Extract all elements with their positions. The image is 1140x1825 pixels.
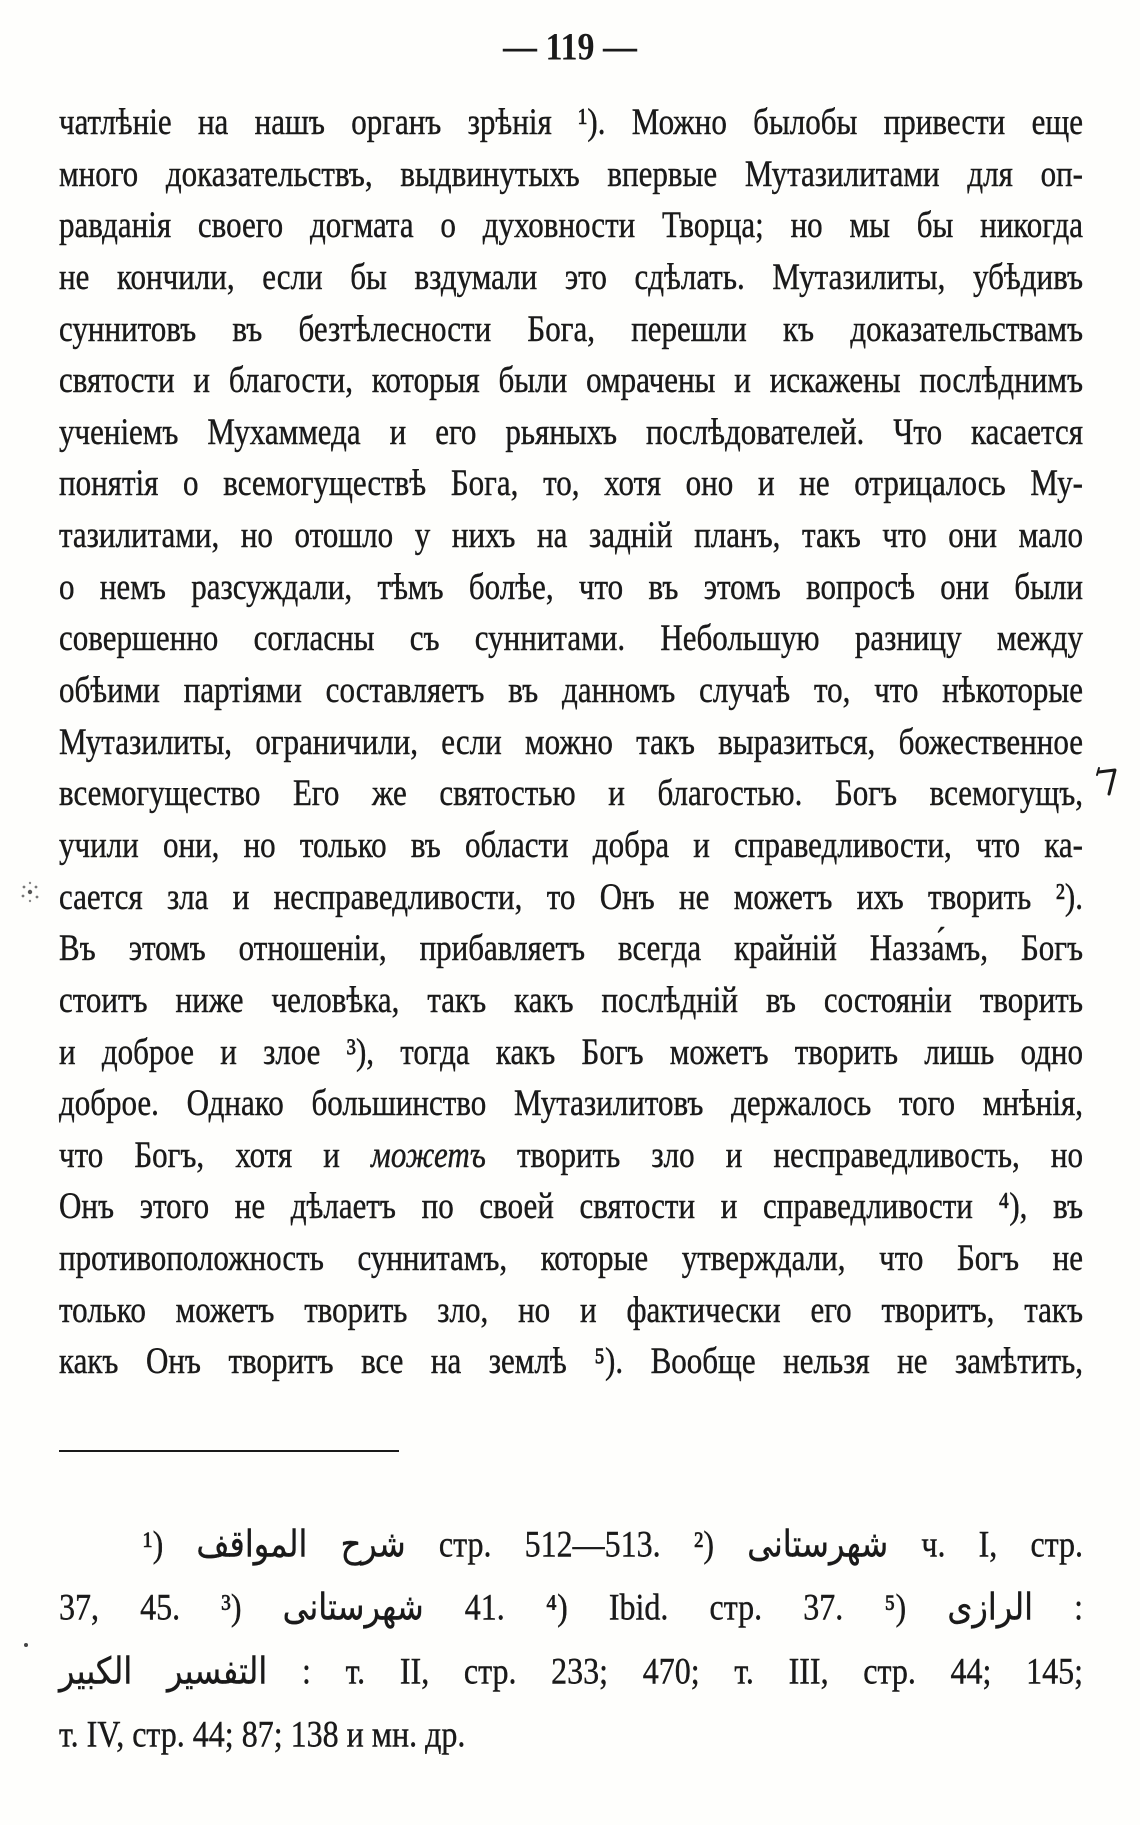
footnotes (59, 1513, 1083, 1766)
footnote-line: ¹) شرح المواقف‎ стр. 512—513. ²) شهرستانى‎ ч. I, стр. (143, 1523, 1084, 1565)
text-line: суннитовъ въ безтѣлесности Бога, перешли къ доказательствамъ (59, 306, 1083, 349)
margin-smudge-mark (14, 876, 46, 908)
footnote-line: т. IV, стр. 44; 87; 138 и мн. др. (59, 1713, 466, 1755)
text-run: творить зло и несправедливость, но (485, 1133, 1083, 1176)
text-line: святости и благости, которыя были омрачены и искажены послѣднимъ (59, 358, 1083, 401)
footnote-rule (59, 1450, 399, 1452)
text-line: Въ этомъ отношеніи, прибавляетъ всегда крайній Назза́мъ, Богъ (59, 926, 1083, 969)
text-line: понятія о всемогуществѣ Бога, то, хотя оно и не отрицалось Му- (59, 461, 1083, 504)
text-line: и доброе и злое ³), тогда какъ Богъ можетъ творить лишь одно (59, 1029, 1083, 1072)
text-line: обѣими партіями составляетъ въ данномъ случаѣ то, что нѣкоторые (59, 668, 1083, 711)
text-line: чатлѣніе на нашъ органъ зрѣнія ¹). Можно былобы привести еще (59, 100, 1083, 143)
page-number: — 119 — (502, 26, 638, 69)
main-text (59, 96, 1083, 1387)
emphasized-word: можетъ (371, 1133, 486, 1176)
footnote-line: 37, 45. ³) شهرستانى‎ 41. ⁴) Ibid. стр. 37. ⁵) الرازى‎ : (59, 1586, 1084, 1628)
text-line: много доказательствъ, выдвинутыхъ впервые Мутазилитами для оп- (59, 152, 1083, 195)
text-line: учили они, но только въ области добра и справедливости, что ка- (59, 823, 1083, 866)
text-line: доброе. Однако большинство Мутазилитовъ держалось того мнѣнія, (59, 1081, 1083, 1124)
text-line: ученіемъ Мухаммеда и его рьяныхъ послѣдователей. Что касается (59, 410, 1083, 453)
text-line: стоитъ ниже человѣка, такъ какъ послѣдній въ состояніи творить (59, 978, 1083, 1021)
text-line: противоположность суннитамъ, которые утверждали, что Богъ не (59, 1236, 1083, 1279)
text-line: о немъ разсуждали, тѣмъ болѣе, что въ этомъ вопросѣ они были (59, 565, 1083, 608)
footnote-line: التفسير الكبير‎ : т. II, стр. 233; 470; т. III, стр. 44; 145; (59, 1649, 1084, 1692)
margin-dot-mark (22, 1641, 30, 1649)
text-line: какъ Онъ творитъ все на землѣ ⁵). Вообще нельзя не замѣтить, (59, 1339, 1083, 1382)
text-line: Онъ этого не дѣлаетъ по своей святости и справедливости ⁴), въ (59, 1184, 1083, 1227)
text-line: только можетъ творить зло, но и фактически его творитъ, такъ (59, 1288, 1083, 1331)
text-run: что Богъ, хотя и (59, 1133, 372, 1176)
text-line: не кончили, если бы вздумали это сдѣлать. Мутазилиты, убѣдивъ (59, 255, 1083, 298)
text-line: всемогущество Его же святостью и благостью. Богъ всемогущъ, (59, 771, 1083, 814)
text-line: тазилитами, но отошло у нихъ на задній планъ, такъ что они мало (59, 513, 1083, 556)
margin-pencil-mark (1094, 764, 1120, 798)
text-line: сается зла и несправедливости, то Онъ не можетъ ихъ творить ²). (59, 875, 1083, 918)
text-line: совершенно согласны съ суннитами. Небольшую разницу между (59, 616, 1083, 659)
text-line: Мутазилиты, ограничили, если можно такъ выразиться, божественное (59, 720, 1083, 763)
text-line: равданія своего догмата о духовности Творца; но мы бы никогда (59, 203, 1083, 246)
